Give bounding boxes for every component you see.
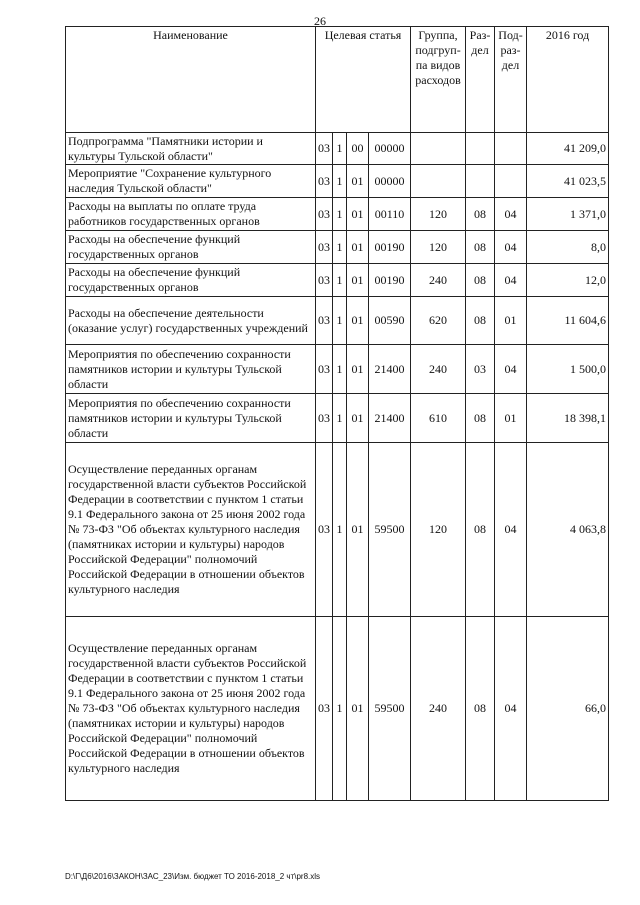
row-subsection: 04 bbox=[495, 198, 527, 231]
row-group: 120 bbox=[411, 443, 466, 617]
header-target-article: Целевая статья bbox=[316, 27, 411, 133]
row-subsection: 01 bbox=[495, 394, 527, 443]
budget-table bbox=[65, 26, 609, 801]
row-name: Подпрограмма "Памятники истории и культуры Тульской области" bbox=[66, 133, 316, 165]
row-group: 620 bbox=[411, 297, 466, 345]
row-name: Осуществление переданных органам государственной власти субъектов Российской Федерации в соответствии с пунктом 1 статьи 9.1 Федерального закона от 25 июня 2002 года № 73-ФЗ "Об объектах культурного наследия (памятниках истории и культуры) народов Российской Федерации" полномочий Российской Федерации в отношении объектов культурного наследия bbox=[66, 443, 316, 617]
row-code-program: 03 bbox=[316, 345, 333, 394]
row-code-subprogram: 1 bbox=[333, 345, 347, 394]
row-amount: 18 398,1 bbox=[527, 394, 609, 443]
row-amount: 4 063,8 bbox=[527, 443, 609, 617]
header-name: Наименование bbox=[66, 27, 316, 133]
row-code-event: 01 bbox=[347, 165, 369, 198]
row-code-direction: 00110 bbox=[369, 198, 411, 231]
header-row bbox=[66, 27, 609, 133]
page-number: 26 bbox=[314, 14, 326, 28]
row-name: Мероприятие "Сохранение культурного наследия Тульской области" bbox=[66, 165, 316, 198]
row-group: 120 bbox=[411, 231, 466, 264]
row-code-direction: 00190 bbox=[369, 231, 411, 264]
row-name: Мероприятия по обеспечению сохранности памятников истории и культуры Тульской области bbox=[66, 345, 316, 394]
row-subsection: 04 bbox=[495, 345, 527, 394]
row-code-event: 01 bbox=[347, 617, 369, 801]
table-row bbox=[66, 133, 609, 165]
row-code-direction: 00000 bbox=[369, 133, 411, 165]
row-code-program: 03 bbox=[316, 617, 333, 801]
row-group: 120 bbox=[411, 198, 466, 231]
row-code-program: 03 bbox=[316, 394, 333, 443]
row-code-subprogram: 1 bbox=[333, 443, 347, 617]
table-row bbox=[66, 394, 609, 443]
row-code-direction: 21400 bbox=[369, 394, 411, 443]
table-row bbox=[66, 345, 609, 394]
row-code-program: 03 bbox=[316, 165, 333, 198]
row-section: 03 bbox=[466, 345, 495, 394]
row-section: 08 bbox=[466, 443, 495, 617]
table-row bbox=[66, 165, 609, 198]
row-subsection: 04 bbox=[495, 617, 527, 801]
row-code-subprogram: 1 bbox=[333, 231, 347, 264]
row-amount: 1 371,0 bbox=[527, 198, 609, 231]
table-row bbox=[66, 198, 609, 231]
header-year: 2016 год bbox=[527, 27, 609, 133]
row-code-program: 03 bbox=[316, 443, 333, 617]
row-section: 08 bbox=[466, 297, 495, 345]
row-code-event: 01 bbox=[347, 231, 369, 264]
row-code-subprogram: 1 bbox=[333, 165, 347, 198]
row-amount: 41 209,0 bbox=[527, 133, 609, 165]
row-name: Мероприятия по обеспечению сохранности памятников истории и культуры Тульской области bbox=[66, 394, 316, 443]
row-group: 240 bbox=[411, 264, 466, 297]
row-subsection: 04 bbox=[495, 231, 527, 264]
row-code-program: 03 bbox=[316, 297, 333, 345]
row-code-event: 01 bbox=[347, 345, 369, 394]
row-code-event: 01 bbox=[347, 297, 369, 345]
row-code-subprogram: 1 bbox=[333, 198, 347, 231]
header-group: Группа, подгруп- па видов расходов bbox=[411, 27, 466, 133]
row-section bbox=[466, 165, 495, 198]
row-section: 08 bbox=[466, 617, 495, 801]
row-group bbox=[411, 165, 466, 198]
table-row bbox=[66, 297, 609, 345]
row-code-subprogram: 1 bbox=[333, 617, 347, 801]
row-amount: 11 604,6 bbox=[527, 297, 609, 345]
row-name: Расходы на обеспечение функций государственных органов bbox=[66, 231, 316, 264]
row-code-direction: 00190 bbox=[369, 264, 411, 297]
row-code-program: 03 bbox=[316, 133, 333, 165]
row-code-direction: 59500 bbox=[369, 617, 411, 801]
row-name: Осуществление переданных органам государственной власти субъектов Российской Федерации в соответствии с пунктом 1 статьи 9.1 Федерального закона от 25 июня 2002 года № 73-ФЗ "Об объектах культурного наследия (памятниках истории и культуры) народов Российской Федерации" полномочий Российской Федерации в отношении объектов культурного наследия bbox=[66, 617, 316, 801]
row-code-program: 03 bbox=[316, 198, 333, 231]
row-code-subprogram: 1 bbox=[333, 264, 347, 297]
row-code-direction: 59500 bbox=[369, 443, 411, 617]
header-section: Раз- дел bbox=[466, 27, 495, 133]
header-subsection: Под- раз- дел bbox=[495, 27, 527, 133]
table-row bbox=[66, 617, 609, 801]
row-section: 08 bbox=[466, 264, 495, 297]
row-subsection: 01 bbox=[495, 297, 527, 345]
row-amount: 41 023,5 bbox=[527, 165, 609, 198]
row-code-event: 01 bbox=[347, 394, 369, 443]
table-row bbox=[66, 443, 609, 617]
row-code-direction: 00000 bbox=[369, 165, 411, 198]
row-name: Расходы на обеспечение деятельности (оказание услуг) государственных учреждений bbox=[66, 297, 316, 345]
row-amount: 66,0 bbox=[527, 617, 609, 801]
row-name: Расходы на выплаты по оплате труда работников государственных органов bbox=[66, 198, 316, 231]
row-code-subprogram: 1 bbox=[333, 297, 347, 345]
row-subsection bbox=[495, 165, 527, 198]
table-row bbox=[66, 231, 609, 264]
file-path-footer: D:\Г\Д6\2016\ЗАКОН\ЗАС_23\Изм. бюджет ТО 2016-2018_2 чт\pr8.xls bbox=[65, 872, 321, 881]
row-code-program: 03 bbox=[316, 264, 333, 297]
row-code-event: 01 bbox=[347, 198, 369, 231]
row-code-direction: 00590 bbox=[369, 297, 411, 345]
row-group: 240 bbox=[411, 617, 466, 801]
row-amount: 1 500,0 bbox=[527, 345, 609, 394]
row-amount: 12,0 bbox=[527, 264, 609, 297]
row-group: 610 bbox=[411, 394, 466, 443]
row-code-subprogram: 1 bbox=[333, 133, 347, 165]
row-code-direction: 21400 bbox=[369, 345, 411, 394]
row-code-event: 00 bbox=[347, 133, 369, 165]
row-name: Расходы на обеспечение функций государственных органов bbox=[66, 264, 316, 297]
row-code-subprogram: 1 bbox=[333, 394, 347, 443]
row-subsection bbox=[495, 133, 527, 165]
row-section: 08 bbox=[466, 231, 495, 264]
row-code-event: 01 bbox=[347, 264, 369, 297]
row-code-program: 03 bbox=[316, 231, 333, 264]
table-row bbox=[66, 264, 609, 297]
row-code-event: 01 bbox=[347, 443, 369, 617]
row-group: 240 bbox=[411, 345, 466, 394]
row-section bbox=[466, 133, 495, 165]
row-amount: 8,0 bbox=[527, 231, 609, 264]
row-group bbox=[411, 133, 466, 165]
row-section: 08 bbox=[466, 198, 495, 231]
row-subsection: 04 bbox=[495, 264, 527, 297]
row-section: 08 bbox=[466, 394, 495, 443]
row-subsection: 04 bbox=[495, 443, 527, 617]
